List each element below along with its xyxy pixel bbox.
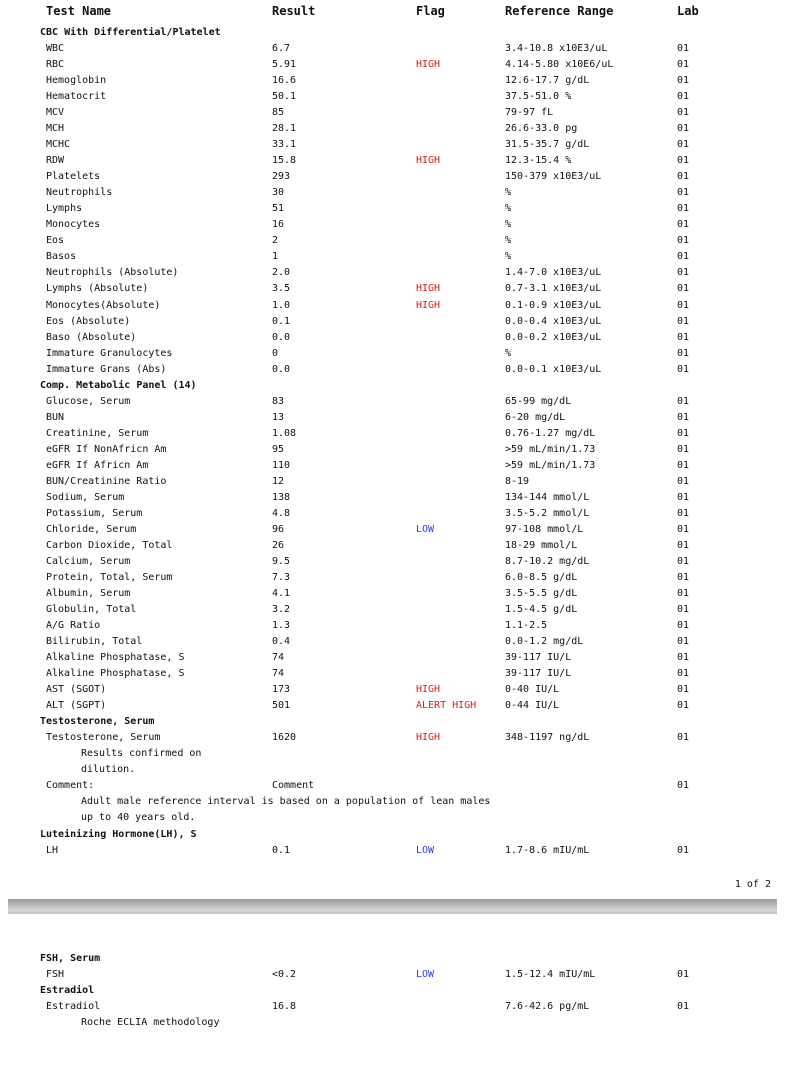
result-value: 0.0 — [272, 331, 291, 343]
test-name: MCH — [46, 123, 65, 135]
flag-badge: LOW — [416, 969, 435, 980]
test-name: eGFR If NonAfricn Am — [46, 443, 167, 455]
reference-range: % — [505, 251, 512, 263]
reference-range: 12.3-15.4 % — [505, 155, 572, 167]
lab-code: 01 — [677, 459, 690, 471]
section-heading — [0, 27, 788, 43]
test-name: Lymphs — [46, 203, 83, 215]
table-row — [0, 316, 788, 332]
reference-range: 8.7-10.2 mg/dL — [505, 555, 590, 567]
header-test-name: Test Name — [46, 4, 112, 18]
reference-range: % — [505, 219, 512, 231]
reference-range: 0-44 IU/L — [505, 700, 560, 712]
section-heading — [0, 953, 788, 969]
section-title: CBC With Differential/Platelet — [40, 27, 221, 38]
note-text: dilution. — [81, 764, 136, 776]
lab-code: 01 — [677, 555, 690, 567]
table-row — [0, 460, 788, 476]
test-name: Alkaline Phosphatase, S — [46, 652, 185, 664]
test-name: FSH — [46, 969, 65, 980]
flag-badge: HIGH — [416, 732, 441, 744]
test-name: RDW — [46, 155, 65, 167]
result-value: 4.1 — [272, 588, 291, 600]
result-value: 0.0 — [272, 363, 291, 375]
flag-badge: HIGH — [416, 59, 441, 71]
result-value: 173 — [272, 684, 291, 696]
result-value: 9.5 — [272, 555, 291, 567]
table-row — [0, 300, 788, 316]
table-row — [0, 540, 788, 556]
test-name: Chloride, Serum — [46, 523, 137, 535]
test-name: Eos — [46, 235, 65, 247]
reference-range: 7.6-42.6 pg/mL — [505, 1001, 590, 1012]
test-name: Neutrophils (Absolute) — [46, 267, 179, 279]
test-name: Platelets — [46, 171, 101, 183]
result-value: 0.4 — [272, 636, 291, 648]
test-name: BUN/Creatinine Ratio — [46, 475, 167, 487]
table-row — [0, 59, 788, 75]
result-value: 74 — [272, 668, 285, 680]
table-row — [0, 444, 788, 460]
test-name: Calcium, Serum — [46, 555, 131, 567]
result-value: 16 — [272, 219, 285, 231]
lab-code: 01 — [677, 588, 690, 600]
test-name: Estradiol — [46, 1001, 101, 1012]
reference-range: 1.4-7.0 x10E3/uL — [505, 267, 602, 279]
result-value: 3.2 — [272, 604, 291, 616]
section-heading — [0, 716, 788, 732]
lab-code: 01 — [677, 235, 690, 247]
section-title: Luteinizing Hormone(LH), S — [40, 828, 197, 840]
table-row — [0, 107, 788, 123]
table-row — [0, 969, 788, 985]
reference-range: 150-379 x10E3/uL — [505, 171, 602, 183]
result-note — [0, 1017, 788, 1033]
table-row — [0, 283, 788, 299]
result-value: 95 — [272, 443, 285, 455]
reference-range: 97-108 mmol/L — [505, 523, 584, 535]
reference-range: 3.4-10.8 x10E3/uL — [505, 43, 608, 55]
reference-range: 31.5-35.7 g/dL — [505, 139, 590, 151]
reference-range: 0.1-0.9 x10E3/uL — [505, 299, 602, 311]
result-value: 74 — [272, 652, 285, 664]
result-value: 12 — [272, 475, 285, 487]
note-text: up to 40 years old. — [81, 812, 196, 824]
test-name: Lymphs (Absolute) — [46, 283, 149, 295]
reference-range: 1.7-8.6 mIU/mL — [505, 844, 590, 856]
table-row — [0, 235, 788, 251]
test-name: eGFR If Africn Am — [46, 459, 149, 471]
result-value: 33.1 — [272, 139, 297, 151]
table-row — [0, 492, 788, 508]
lab-code: 01 — [677, 187, 690, 199]
test-name: Eos (Absolute) — [46, 315, 131, 327]
reference-range: 0.0-0.2 x10E3/uL — [505, 331, 602, 343]
result-value: 138 — [272, 491, 291, 503]
result-value: 30 — [272, 187, 285, 199]
table-row — [0, 588, 788, 604]
table-row — [0, 556, 788, 572]
test-name: A/G Ratio — [46, 620, 101, 632]
flag-badge: HIGH — [416, 299, 441, 311]
table-row — [0, 684, 788, 700]
reference-range: % — [505, 187, 512, 199]
section-heading — [0, 829, 788, 845]
lab-code: 01 — [677, 620, 690, 632]
table-row — [0, 219, 788, 235]
test-name: Monocytes — [46, 219, 101, 231]
test-name: Albumin, Serum — [46, 588, 131, 600]
reference-range: 12.6-17.7 g/dL — [505, 75, 590, 87]
page-break-divider — [8, 899, 777, 914]
reference-range: 1.1-2.5 — [505, 620, 548, 632]
header-flag: Flag — [416, 4, 445, 18]
reference-range: 18-29 mmol/L — [505, 539, 578, 551]
result-value: 7.3 — [272, 572, 291, 584]
result-value: 13 — [272, 411, 285, 423]
result-note — [0, 812, 788, 828]
result-value: 83 — [272, 395, 285, 407]
result-note — [0, 748, 788, 764]
lab-code: 01 — [677, 299, 690, 311]
result-note — [0, 764, 788, 780]
table-row — [0, 348, 788, 364]
section-heading — [0, 380, 788, 396]
lab-code: 01 — [677, 604, 690, 616]
test-name: MCHC — [46, 139, 71, 151]
test-name: Alkaline Phosphatase, S — [46, 668, 185, 680]
test-name: Carbon Dioxide, Total — [46, 539, 173, 551]
lab-code: 01 — [677, 1001, 690, 1012]
lab-code: 01 — [677, 507, 690, 519]
page-indicator: 1 of 2 — [734, 879, 771, 890]
lab-code: 01 — [677, 155, 690, 167]
result-value: 2.0 — [272, 267, 291, 279]
lab-code: 01 — [677, 203, 690, 215]
table-row — [0, 1001, 788, 1017]
test-name: Glucose, Serum — [46, 395, 131, 407]
reference-range: 79-97 fL — [505, 107, 554, 119]
lab-code: 01 — [677, 75, 690, 87]
table-row — [0, 604, 788, 620]
table-row — [0, 620, 788, 636]
lab-code: 01 — [677, 59, 690, 71]
header-result: Result — [272, 4, 316, 18]
result-value: 16.6 — [272, 75, 297, 87]
lab-code: 01 — [677, 139, 690, 151]
lab-code: 01 — [677, 283, 690, 295]
test-name: Sodium, Serum — [46, 491, 125, 503]
table-row — [0, 155, 788, 171]
lab-code: 01 — [677, 668, 690, 680]
result-value: 15.8 — [272, 155, 297, 167]
table-row — [0, 187, 788, 203]
test-name: Globulin, Total — [46, 604, 137, 616]
table-row — [0, 251, 788, 267]
test-name: Protein, Total, Serum — [46, 572, 173, 584]
test-name: BUN — [46, 411, 65, 423]
reference-range: 3.5-5.2 mmol/L — [505, 507, 590, 519]
lab-code: 01 — [677, 123, 690, 135]
table-row — [0, 524, 788, 540]
result-value: 28.1 — [272, 123, 297, 135]
result-value: 51 — [272, 203, 285, 215]
result-value: 16.8 — [272, 1001, 297, 1012]
reference-range: 6-20 mg/dL — [505, 411, 566, 423]
lab-code: 01 — [677, 411, 690, 423]
table-row — [0, 396, 788, 412]
reference-range: 134-144 mmol/L — [505, 491, 590, 503]
table-row — [0, 203, 788, 219]
lab-code: 01 — [677, 43, 690, 55]
table-row — [0, 267, 788, 283]
reference-range: 1.5-12.4 mIU/mL — [505, 969, 596, 980]
test-name: Immature Granulocytes — [46, 347, 173, 359]
reference-range: 6.0-8.5 g/dL — [505, 572, 578, 584]
test-name: Basos — [46, 251, 77, 263]
table-row — [0, 636, 788, 652]
test-name: Comment: — [46, 780, 95, 792]
reference-range: 0.76-1.27 mg/dL — [505, 427, 596, 439]
table-row — [0, 428, 788, 444]
lab-code: 01 — [677, 652, 690, 664]
reference-range: 65-99 mg/dL — [505, 395, 572, 407]
lab-code: 01 — [677, 684, 690, 696]
test-name: Monocytes(Absolute) — [46, 299, 161, 311]
reference-range: 0.0-1.2 mg/dL — [505, 636, 584, 648]
note-text: Roche ECLIA methodology — [81, 1017, 220, 1028]
reference-range: 0.7-3.1 x10E3/uL — [505, 283, 602, 295]
result-note — [0, 796, 788, 812]
lab-code: 01 — [677, 523, 690, 535]
result-value: 96 — [272, 523, 285, 535]
lab-code: 01 — [677, 91, 690, 103]
test-name: Testosterone, Serum — [46, 732, 161, 744]
result-value: 26 — [272, 539, 285, 551]
lab-code: 01 — [677, 539, 690, 551]
flag-badge: LOW — [416, 844, 435, 856]
result-value: 85 — [272, 107, 285, 119]
test-name: Hemoglobin — [46, 75, 107, 87]
table-row — [0, 845, 788, 861]
lab-code: 01 — [677, 732, 690, 744]
lab-code: 01 — [677, 171, 690, 183]
lab-code: 01 — [677, 475, 690, 487]
table-row — [0, 139, 788, 155]
result-value: 1 — [272, 251, 279, 263]
reference-range: 39-117 IU/L — [505, 652, 572, 664]
flag-badge: HIGH — [416, 684, 441, 696]
result-value: 4.8 — [272, 507, 291, 519]
table-row — [0, 43, 788, 59]
table-row — [0, 780, 788, 796]
lab-code: 01 — [677, 347, 690, 359]
test-name: MCV — [46, 107, 65, 119]
table-row — [0, 476, 788, 492]
test-name: LH — [46, 844, 59, 856]
result-value: 501 — [272, 700, 291, 712]
result-value: 110 — [272, 459, 291, 471]
table-row — [0, 668, 788, 684]
reference-range: 0-40 IU/L — [505, 684, 560, 696]
test-name: Bilirubin, Total — [46, 636, 143, 648]
lab-code: 01 — [677, 427, 690, 439]
reference-range: 348-1197 ng/dL — [505, 732, 590, 744]
header-reference-range: Reference Range — [505, 4, 614, 18]
lab-code: 01 — [677, 443, 690, 455]
test-name: ALT (SGPT) — [46, 700, 107, 712]
lab-code: 01 — [677, 572, 690, 584]
table-row — [0, 332, 788, 348]
lab-code: 01 — [677, 219, 690, 231]
table-row — [0, 508, 788, 524]
reference-range: 1.5-4.5 g/dL — [505, 604, 578, 616]
section-title: Estradiol — [40, 985, 95, 996]
table-row — [0, 364, 788, 380]
reference-range: 26.6-33.0 pg — [505, 123, 578, 135]
test-name: Hematocrit — [46, 91, 107, 103]
lab-code: 01 — [677, 107, 690, 119]
result-value: 0.1 — [272, 844, 291, 856]
reference-range: 37.5-51.0 % — [505, 91, 572, 103]
table-row — [0, 412, 788, 428]
lab-code: 01 — [677, 251, 690, 263]
table-row — [0, 75, 788, 91]
test-name: RBC — [46, 59, 65, 71]
lab-code: 01 — [677, 331, 690, 343]
reference-range: 3.5-5.5 g/dL — [505, 588, 578, 600]
lab-code: 01 — [677, 969, 690, 980]
result-value: 0.1 — [272, 315, 291, 327]
test-name: Creatinine, Serum — [46, 427, 149, 439]
reference-range: % — [505, 203, 512, 215]
table-row — [0, 652, 788, 668]
note-text: Results confirmed on — [81, 748, 202, 760]
section-title: FSH, Serum — [40, 953, 101, 964]
table-row — [0, 123, 788, 139]
result-value: 1.3 — [272, 620, 291, 632]
result-value: 6.7 — [272, 43, 291, 55]
lab-code: 01 — [677, 636, 690, 648]
flag-badge: LOW — [416, 523, 435, 535]
lab-code: 01 — [677, 363, 690, 375]
note-text: Adult male reference interval is based on a population of lean males — [81, 796, 491, 808]
reference-range: 0.0-0.4 x10E3/uL — [505, 315, 602, 327]
result-value: 0 — [272, 347, 279, 359]
reference-range: 0.0-0.1 x10E3/uL — [505, 363, 602, 375]
section-title: Comp. Metabolic Panel (14) — [40, 379, 197, 391]
result-value: Comment — [272, 780, 315, 792]
reference-range: 8-19 — [505, 475, 530, 487]
test-name: Potassium, Serum — [46, 507, 143, 519]
test-name: WBC — [46, 43, 65, 55]
reference-range: >59 mL/min/1.73 — [505, 459, 596, 471]
table-row — [0, 91, 788, 107]
reference-range: 39-117 IU/L — [505, 668, 572, 680]
section-heading — [0, 985, 788, 1001]
table-row — [0, 700, 788, 716]
result-value: 293 — [272, 171, 291, 183]
result-value: <0.2 — [272, 969, 297, 980]
result-value: 1620 — [272, 732, 297, 744]
lab-code: 01 — [677, 844, 690, 856]
test-name: AST (SGOT) — [46, 684, 107, 696]
flag-badge: HIGH — [416, 283, 441, 295]
column-header-row — [0, 4, 788, 18]
test-name: Baso (Absolute) — [46, 331, 137, 343]
result-value: 5.91 — [272, 59, 297, 71]
lab-code: 01 — [677, 267, 690, 279]
lab-code: 01 — [677, 315, 690, 327]
reference-range: 4.14-5.80 x10E6/uL — [505, 59, 614, 71]
flag-badge: HIGH — [416, 155, 441, 167]
result-value: 1.08 — [272, 427, 297, 439]
table-row — [0, 171, 788, 187]
result-value: 1.0 — [272, 299, 291, 311]
table-row — [0, 732, 788, 748]
header-lab: Lab — [677, 4, 699, 18]
reference-range: >59 mL/min/1.73 — [505, 443, 596, 455]
section-title: Testosterone, Serum — [40, 716, 155, 728]
result-value: 3.5 — [272, 283, 291, 295]
reference-range: % — [505, 347, 512, 359]
lab-code: 01 — [677, 491, 690, 503]
lab-code: 01 — [677, 395, 690, 407]
table-row — [0, 572, 788, 588]
lab-code: 01 — [677, 780, 690, 792]
flag-badge: ALERT HIGH — [416, 700, 477, 712]
result-value: 2 — [272, 235, 279, 247]
reference-range: % — [505, 235, 512, 247]
result-value: 50.1 — [272, 91, 297, 103]
test-name: Immature Grans (Abs) — [46, 363, 167, 375]
test-name: Neutrophils — [46, 187, 113, 199]
lab-code: 01 — [677, 700, 690, 712]
